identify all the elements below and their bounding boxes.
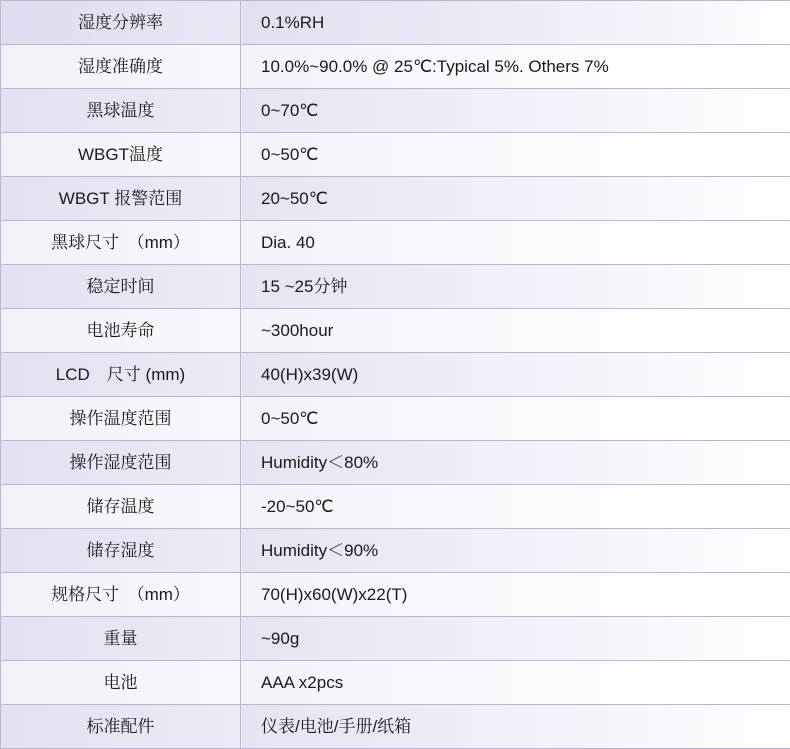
spec-label-cell: WBGT 报警范围 — [1, 177, 241, 221]
table-row — [1, 133, 790, 177]
spec-value-cell: 15 ~25分钟 — [241, 265, 790, 309]
spec-value-cell: ~300hour — [241, 309, 790, 353]
spec-label-cell: 电池 — [1, 661, 241, 705]
table-row — [1, 89, 790, 133]
spec-label-cell: WBGT温度 — [1, 133, 241, 177]
table-row — [1, 617, 790, 661]
spec-value-cell: ~90g — [241, 617, 790, 661]
spec-value-cell: 仪表/电池/手册/纸箱 — [241, 705, 790, 749]
spec-label-cell: 储存湿度 — [1, 529, 241, 573]
spec-label-cell: 湿度分辨率 — [1, 1, 241, 45]
table-row — [1, 397, 790, 441]
table-row — [1, 221, 790, 265]
spec-label-cell: LCD 尺寸 (mm) — [1, 353, 241, 397]
spec-label-cell: 操作湿度范围 — [1, 441, 241, 485]
table-row — [1, 441, 790, 485]
table-row — [1, 309, 790, 353]
spec-value-cell: 0~70℃ — [241, 89, 790, 133]
spec-value-cell: 0~50℃ — [241, 133, 790, 177]
specification-table-body — [1, 1, 790, 749]
table-row — [1, 1, 790, 45]
spec-label-cell: 湿度准确度 — [1, 45, 241, 89]
table-row — [1, 177, 790, 221]
table-row — [1, 353, 790, 397]
table-row — [1, 661, 790, 705]
spec-value-cell: 10.0%~90.0% @ 25℃:Typical 5%. Others 7% — [241, 45, 790, 89]
spec-label-cell: 黑球尺寸 （mm） — [1, 221, 241, 265]
spec-value-cell: 20~50℃ — [241, 177, 790, 221]
table-row — [1, 573, 790, 617]
spec-label-cell: 储存温度 — [1, 485, 241, 529]
spec-value-cell: AAA x2pcs — [241, 661, 790, 705]
spec-label-cell: 操作温度范围 — [1, 397, 241, 441]
table-row — [1, 529, 790, 573]
spec-label-cell: 电池寿命 — [1, 309, 241, 353]
spec-value-cell: 40(H)x39(W) — [241, 353, 790, 397]
spec-label-cell: 重量 — [1, 617, 241, 661]
spec-value-cell: -20~50℃ — [241, 485, 790, 529]
spec-label-cell: 稳定时间 — [1, 265, 241, 309]
spec-value-cell: 0~50℃ — [241, 397, 790, 441]
spec-value-cell: Humidity＜80% — [241, 441, 790, 485]
table-row — [1, 265, 790, 309]
spec-label-cell: 黑球温度 — [1, 89, 241, 133]
table-row — [1, 705, 790, 749]
spec-value-cell: 0.1%RH — [241, 1, 790, 45]
table-row — [1, 485, 790, 529]
spec-value-cell: 70(H)x60(W)x22(T) — [241, 573, 790, 617]
spec-value-cell: Dia. 40 — [241, 221, 790, 265]
spec-label-cell: 标准配件 — [1, 705, 241, 749]
table-row — [1, 45, 790, 89]
spec-value-cell: Humidity＜90% — [241, 529, 790, 573]
spec-label-cell: 规格尺寸 （mm） — [1, 573, 241, 617]
